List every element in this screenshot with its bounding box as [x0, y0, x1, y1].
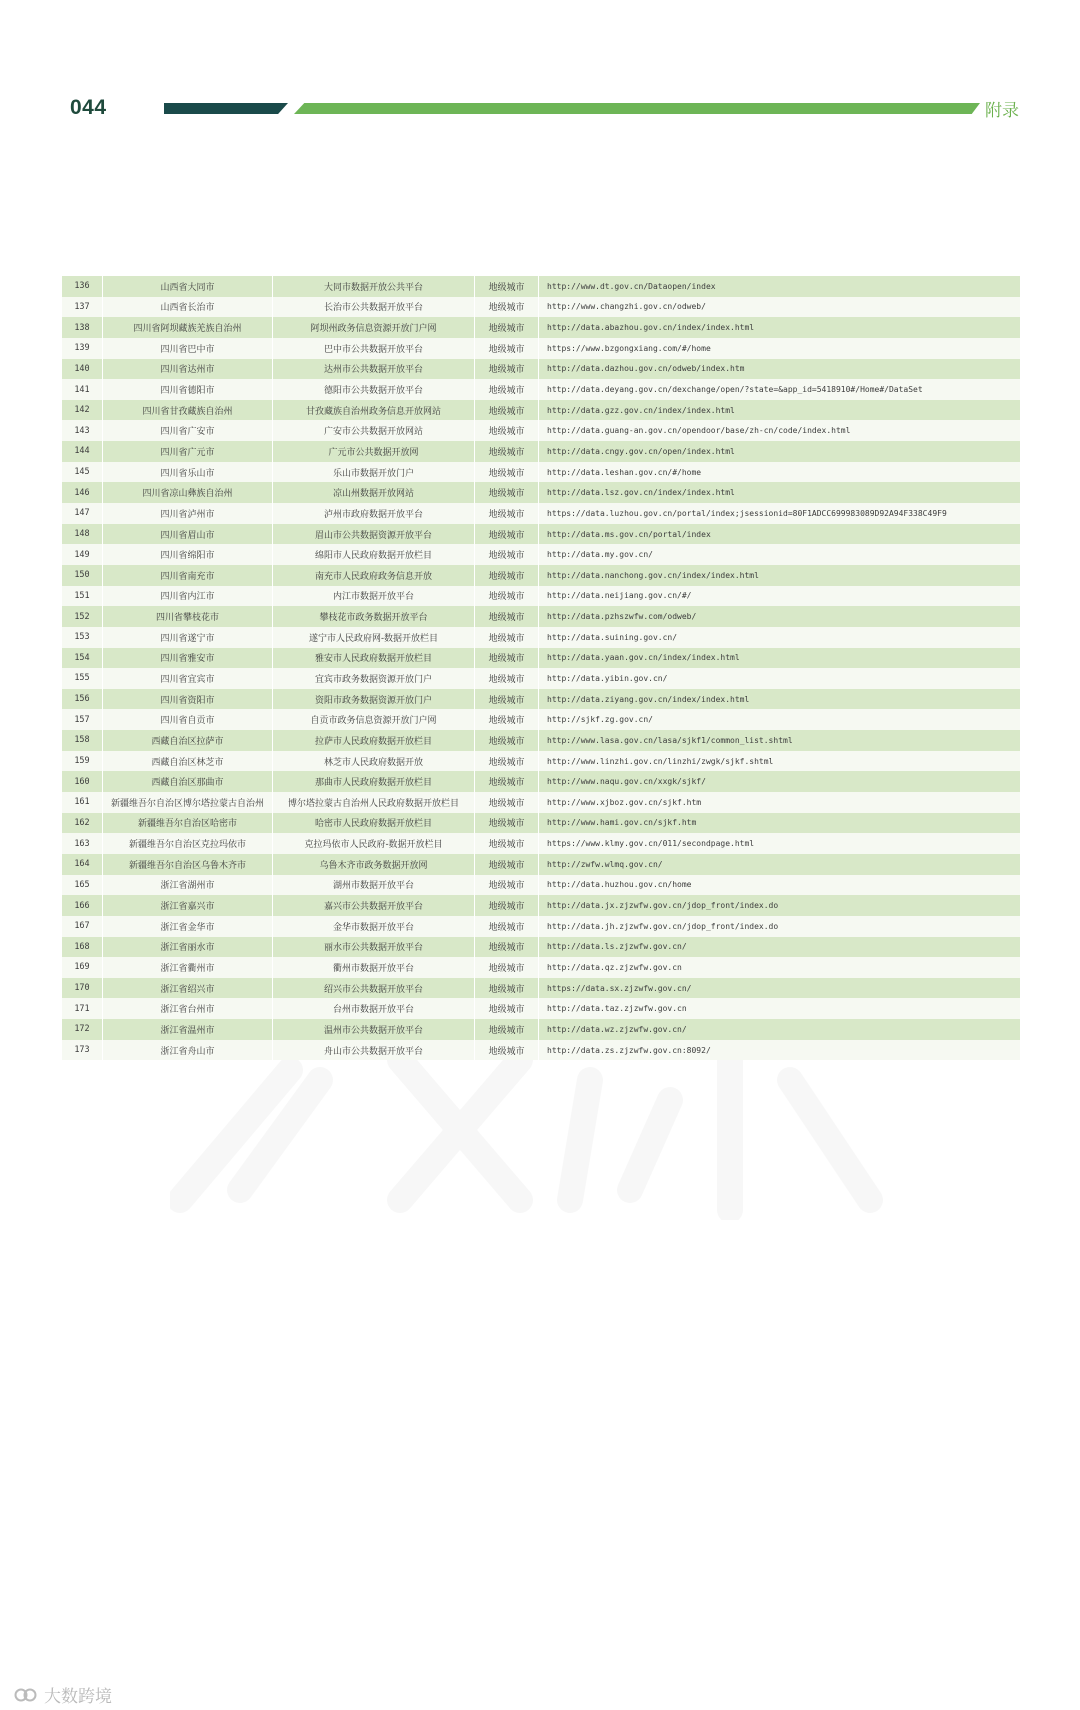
row-platform-name: 广元市公共数据开放网 [272, 441, 474, 462]
row-url: http://data.abazhou.gov.cn/index/index.html [538, 317, 1020, 338]
row-number: 136 [74, 281, 90, 292]
row-region: 四川省资阳市 [102, 689, 272, 710]
row-url: http://data.ziyang.gov.cn/index/index.html [538, 689, 1020, 710]
row-level: 地级城市 [474, 751, 538, 772]
row-number: 164 [74, 859, 90, 870]
row-url: http://sjkf.zg.gov.cn/ [538, 709, 1020, 730]
row-url: http://www.changzhi.gov.cn/odweb/ [538, 297, 1020, 318]
table-row [62, 379, 1020, 400]
row-level: 地级城市 [474, 771, 538, 792]
row-number: 149 [74, 549, 90, 560]
row-number: 160 [74, 776, 90, 787]
row-url: http://data.my.gov.cn/ [538, 544, 1020, 565]
row-region: 浙江省温州市 [102, 1019, 272, 1040]
row-level: 地级城市 [474, 648, 538, 669]
row-platform-name: 乌鲁木齐市政务数据开放网 [272, 854, 474, 875]
row-region: 四川省广元市 [102, 441, 272, 462]
row-url: http://data.nanchong.gov.cn/index/index.html [538, 565, 1020, 586]
row-url: http://data.huzhou.gov.cn/home [538, 875, 1020, 896]
row-platform-name: 衢州市数据开放平台 [272, 957, 474, 978]
table-row [62, 359, 1020, 380]
row-number: 142 [74, 405, 90, 416]
row-region: 四川省雅安市 [102, 648, 272, 669]
row-platform-name: 凉山州数据开放网站 [272, 482, 474, 503]
table-row [62, 916, 1020, 937]
row-level: 地级城市 [474, 978, 538, 999]
row-url: http://www.xjboz.gov.cn/sjkf.htm [538, 792, 1020, 813]
row-platform-name: 自贡市政务信息资源开放门户网 [272, 709, 474, 730]
table-row [62, 751, 1020, 772]
row-level: 地级城市 [474, 792, 538, 813]
row-region: 四川省宜宾市 [102, 668, 272, 689]
table-row [62, 813, 1020, 834]
row-level: 地级城市 [474, 441, 538, 462]
row-level: 地级城市 [474, 627, 538, 648]
row-url: http://www.lasa.gov.cn/lasa/sjkf1/common_list.shtml [538, 730, 1020, 751]
row-url: http://www.linzhi.gov.cn/linzhi/zwgk/sjkf.shtml [538, 751, 1020, 772]
row-number: 158 [74, 735, 90, 746]
row-level: 地级城市 [474, 586, 538, 607]
row-level: 地级城市 [474, 689, 538, 710]
row-region: 浙江省嘉兴市 [102, 895, 272, 916]
row-url: http://data.deyang.gov.cn/dexchange/open/?state=&app_id=5418910#/Home#/DataSet [538, 379, 1020, 400]
row-number: 141 [74, 384, 90, 395]
row-url: http://www.naqu.gov.cn/xxgk/sjkf/ [538, 771, 1020, 792]
row-number: 157 [74, 714, 90, 725]
page-number: 044 [70, 96, 107, 119]
row-region: 新疆维吾尔自治区哈密市 [102, 813, 272, 834]
row-number: 145 [74, 467, 90, 478]
row-url: http://www.hami.gov.cn/sjkf.htm [538, 813, 1020, 834]
row-number: 171 [74, 1003, 90, 1014]
row-number: 161 [74, 797, 90, 808]
row-platform-name: 拉萨市人民政府数据开放栏目 [272, 730, 474, 751]
row-level: 地级城市 [474, 276, 538, 297]
row-platform-name: 温州市公共数据开放平台 [272, 1019, 474, 1040]
row-level: 地级城市 [474, 833, 538, 854]
row-number: 167 [74, 921, 90, 932]
table-row [62, 1019, 1020, 1040]
row-url: http://data.taz.zjzwfw.gov.cn [538, 998, 1020, 1019]
footer-logo [14, 1682, 112, 1707]
row-platform-name: 达州市公共数据开放平台 [272, 359, 474, 380]
row-number: 137 [74, 301, 90, 312]
row-level: 地级城市 [474, 668, 538, 689]
table-row [62, 606, 1020, 627]
row-number: 166 [74, 900, 90, 911]
row-level: 地级城市 [474, 297, 538, 318]
row-platform-name: 大同市数据开放公共平台 [272, 276, 474, 297]
table-row [62, 524, 1020, 545]
row-url: http://data.cngy.gov.cn/open/index.html [538, 441, 1020, 462]
row-number: 170 [74, 983, 90, 994]
table-row [62, 400, 1020, 421]
row-platform-name: 舟山市公共数据开放平台 [272, 1040, 474, 1061]
table-row [62, 338, 1020, 359]
row-region: 四川省德阳市 [102, 379, 272, 400]
row-level: 地级城市 [474, 565, 538, 586]
row-number: 153 [74, 632, 90, 643]
table-row [62, 792, 1020, 813]
row-number: 159 [74, 756, 90, 767]
row-url: https://data.luzhou.gov.cn/portal/index;jsessionid=80F1ADCC699983089D92A94F338C49F9 [538, 503, 1020, 524]
row-number: 144 [74, 446, 90, 457]
row-url: http://data.ms.gov.cn/portal/index [538, 524, 1020, 545]
row-url: http://data.dazhou.gov.cn/odweb/index.htm [538, 359, 1020, 380]
row-region: 新疆维吾尔自治区乌鲁木齐市 [102, 854, 272, 875]
row-region: 新疆维吾尔自治区博尔塔拉蒙古自治州 [102, 792, 272, 813]
row-region: 四川省眉山市 [102, 524, 272, 545]
row-url: http://data.jx.zjzwfw.gov.cn/jdop_front/index.do [538, 895, 1020, 916]
table-row [62, 317, 1020, 338]
table-row [62, 998, 1020, 1019]
row-region: 新疆维吾尔自治区克拉玛依市 [102, 833, 272, 854]
row-platform-name: 绵阳市人民政府数据开放栏目 [272, 544, 474, 565]
table-row [62, 565, 1020, 586]
row-level: 地级城市 [474, 606, 538, 627]
row-url: http://data.wz.zjzwfw.gov.cn/ [538, 1019, 1020, 1040]
row-platform-name: 内江市数据开放平台 [272, 586, 474, 607]
row-level: 地级城市 [474, 1019, 538, 1040]
row-region: 山西省大同市 [102, 276, 272, 297]
row-level: 地级城市 [474, 359, 538, 380]
row-level: 地级城市 [474, 420, 538, 441]
row-level: 地级城市 [474, 813, 538, 834]
row-platform-name: 巴中市公共数据开放平台 [272, 338, 474, 359]
row-url: http://data.neijiang.gov.cn/#/ [538, 586, 1020, 607]
row-number: 172 [74, 1024, 90, 1035]
logo-icon [14, 1686, 38, 1704]
row-platform-name: 遂宁市人民政府网-数据开放栏目 [272, 627, 474, 648]
row-url: http://data.guang-an.gov.cn/opendoor/base/zh-cn/code/index.html [538, 420, 1020, 441]
row-platform-name: 甘孜藏族自治州政务信息开放网站 [272, 400, 474, 421]
row-level: 地级城市 [474, 875, 538, 896]
table-row [62, 420, 1020, 441]
row-number: 138 [74, 322, 90, 333]
row-level: 地级城市 [474, 998, 538, 1019]
row-level: 地级城市 [474, 854, 538, 875]
row-level: 地级城市 [474, 544, 538, 565]
row-number: 168 [74, 941, 90, 952]
row-level: 地级城市 [474, 379, 538, 400]
row-platform-name: 长治市公共数据开放平台 [272, 297, 474, 318]
table-row [62, 462, 1020, 483]
table-row [62, 771, 1020, 792]
row-number: 152 [74, 611, 90, 622]
row-number: 147 [74, 508, 90, 519]
row-platform-name: 雅安市人民政府数据开放栏目 [272, 648, 474, 669]
row-platform-name: 资阳市政务数据资源开放门户 [272, 689, 474, 710]
row-url: http://data.yibin.gov.cn/ [538, 668, 1020, 689]
row-number: 162 [74, 817, 90, 828]
row-url: https://www.bzgongxiang.com/#/home [538, 338, 1020, 359]
row-platform-name: 南充市人民政府政务信息开放 [272, 565, 474, 586]
row-region: 四川省巴中市 [102, 338, 272, 359]
row-platform-name: 克拉玛依市人民政府-数据开放栏目 [272, 833, 474, 854]
table-row [62, 1040, 1020, 1061]
row-url: http://data.qz.zjzwfw.gov.cn [538, 957, 1020, 978]
table-row [62, 937, 1020, 958]
table-row [62, 276, 1020, 297]
row-region: 四川省南充市 [102, 565, 272, 586]
row-number: 146 [74, 487, 90, 498]
row-region: 西藏自治区那曲市 [102, 771, 272, 792]
row-number: 148 [74, 529, 90, 539]
row-platform-name: 宜宾市政务数据资源开放门户 [272, 668, 474, 689]
row-region: 浙江省台州市 [102, 998, 272, 1019]
row-platform-name: 那曲市人民政府数据开放栏目 [272, 771, 474, 792]
row-level: 地级城市 [474, 462, 538, 483]
row-platform-name: 攀枝花市政务数据开放平台 [272, 606, 474, 627]
row-region: 四川省遂宁市 [102, 627, 272, 648]
table-row [62, 627, 1020, 648]
row-level: 地级城市 [474, 957, 538, 978]
row-region: 山西省长治市 [102, 297, 272, 318]
watermark-graphic [170, 1040, 910, 1220]
row-region: 四川省绵阳市 [102, 544, 272, 565]
row-level: 地级城市 [474, 482, 538, 503]
table-row [62, 503, 1020, 524]
row-url: http://data.zs.zjzwfw.gov.cn:8092/ [538, 1040, 1020, 1061]
row-level: 地级城市 [474, 730, 538, 751]
table-row [62, 297, 1020, 318]
row-region: 四川省甘孜藏族自治州 [102, 400, 272, 421]
row-level: 地级城市 [474, 503, 538, 524]
row-number: 139 [74, 343, 90, 354]
row-url: http://data.suining.gov.cn/ [538, 627, 1020, 648]
row-platform-name: 湖州市数据开放平台 [272, 875, 474, 896]
row-region: 四川省达州市 [102, 359, 272, 380]
row-platform-name: 丽水市公共数据开放平台 [272, 937, 474, 958]
table-row [62, 833, 1020, 854]
row-url: http://zwfw.wlmq.gov.cn/ [538, 854, 1020, 875]
row-level: 地级城市 [474, 524, 538, 545]
row-region: 浙江省绍兴市 [102, 978, 272, 999]
row-region: 西藏自治区林芝市 [102, 751, 272, 772]
row-platform-name: 哈密市人民政府数据开放栏目 [272, 813, 474, 834]
row-number: 169 [74, 962, 90, 973]
row-number: 163 [74, 838, 90, 849]
row-region: 四川省自贡市 [102, 709, 272, 730]
data-table [62, 276, 1020, 1060]
row-region: 四川省泸州市 [102, 503, 272, 524]
logo-text: 大数跨境 [44, 1687, 112, 1707]
row-number: 143 [74, 425, 90, 436]
row-number: 173 [74, 1045, 90, 1056]
row-url: http://data.lsz.gov.cn/index/index.html [538, 482, 1020, 503]
row-url: http://data.jh.zjzwfw.gov.cn/jdop_front/index.do [538, 916, 1020, 937]
row-url: http://data.yaan.gov.cn/index/index.html [538, 648, 1020, 669]
row-number: 151 [74, 590, 90, 601]
section-title: 附录 [985, 101, 1019, 121]
row-region: 四川省广安市 [102, 420, 272, 441]
row-platform-name: 台州市数据开放平台 [272, 998, 474, 1019]
row-region: 浙江省丽水市 [102, 937, 272, 958]
row-level: 地级城市 [474, 1040, 538, 1061]
table-row [62, 854, 1020, 875]
row-level: 地级城市 [474, 338, 538, 359]
row-platform-name: 广安市公共数据开放网站 [272, 420, 474, 441]
row-url: https://data.sx.zjzwfw.gov.cn/ [538, 978, 1020, 999]
table-row [62, 978, 1020, 999]
table-row [62, 648, 1020, 669]
row-region: 四川省阿坝藏族羌族自治州 [102, 317, 272, 338]
row-level: 地级城市 [474, 895, 538, 916]
table-row [62, 709, 1020, 730]
row-platform-name: 林芝市人民政府数据开放 [272, 751, 474, 772]
header-bar-dark [164, 103, 288, 114]
table-row [62, 895, 1020, 916]
row-level: 地级城市 [474, 709, 538, 730]
row-platform-name: 德阳市公共数据开放平台 [272, 379, 474, 400]
row-number: 156 [74, 694, 90, 705]
row-region: 西藏自治区拉萨市 [102, 730, 272, 751]
row-number: 155 [74, 673, 90, 684]
header-bar-green [294, 103, 980, 114]
row-url: http://data.gzz.gov.cn/index/index.html [538, 400, 1020, 421]
table-row [62, 957, 1020, 978]
table-row [62, 875, 1020, 896]
row-url: http://www.dt.gov.cn/Dataopen/index [538, 276, 1020, 297]
table-row [62, 668, 1020, 689]
table-row [62, 544, 1020, 565]
table-row [62, 441, 1020, 462]
row-level: 地级城市 [474, 916, 538, 937]
row-platform-name: 嘉兴市公共数据开放平台 [272, 895, 474, 916]
row-region: 浙江省衢州市 [102, 957, 272, 978]
row-platform-name: 乐山市数据开放门户 [272, 462, 474, 483]
row-platform-name: 阿坝州政务信息资源开放门户网 [272, 317, 474, 338]
row-platform-name: 金华市数据开放平台 [272, 916, 474, 937]
table-row [62, 689, 1020, 710]
row-region: 浙江省金华市 [102, 916, 272, 937]
row-region: 浙江省舟山市 [102, 1040, 272, 1061]
row-level: 地级城市 [474, 400, 538, 421]
row-number: 154 [74, 652, 90, 663]
row-number: 140 [74, 363, 90, 374]
row-number: 165 [74, 879, 90, 890]
row-region: 四川省内江市 [102, 586, 272, 607]
row-platform-name: 眉山市公共数据资源开放平台 [272, 524, 474, 545]
row-region: 浙江省湖州市 [102, 875, 272, 896]
row-region: 四川省攀枝花市 [102, 606, 272, 627]
row-level: 地级城市 [474, 317, 538, 338]
row-number: 150 [74, 570, 90, 581]
table-row [62, 482, 1020, 503]
row-region: 四川省凉山彝族自治州 [102, 482, 272, 503]
row-url: http://data.ls.zjzwfw.gov.cn/ [538, 937, 1020, 958]
row-platform-name: 绍兴市公共数据开放平台 [272, 978, 474, 999]
row-url: https://www.klmy.gov.cn/011/secondpage.html [538, 833, 1020, 854]
table-row [62, 730, 1020, 751]
row-url: http://data.pzhszwfw.com/odweb/ [538, 606, 1020, 627]
row-region: 四川省乐山市 [102, 462, 272, 483]
row-platform-name: 泸州市政府数据开放平台 [272, 503, 474, 524]
row-level: 地级城市 [474, 937, 538, 958]
table-row [62, 586, 1020, 607]
row-url: http://data.leshan.gov.cn/#/home [538, 462, 1020, 483]
row-platform-name: 博尔塔拉蒙古自治州人民政府数据开放栏目 [272, 792, 474, 813]
